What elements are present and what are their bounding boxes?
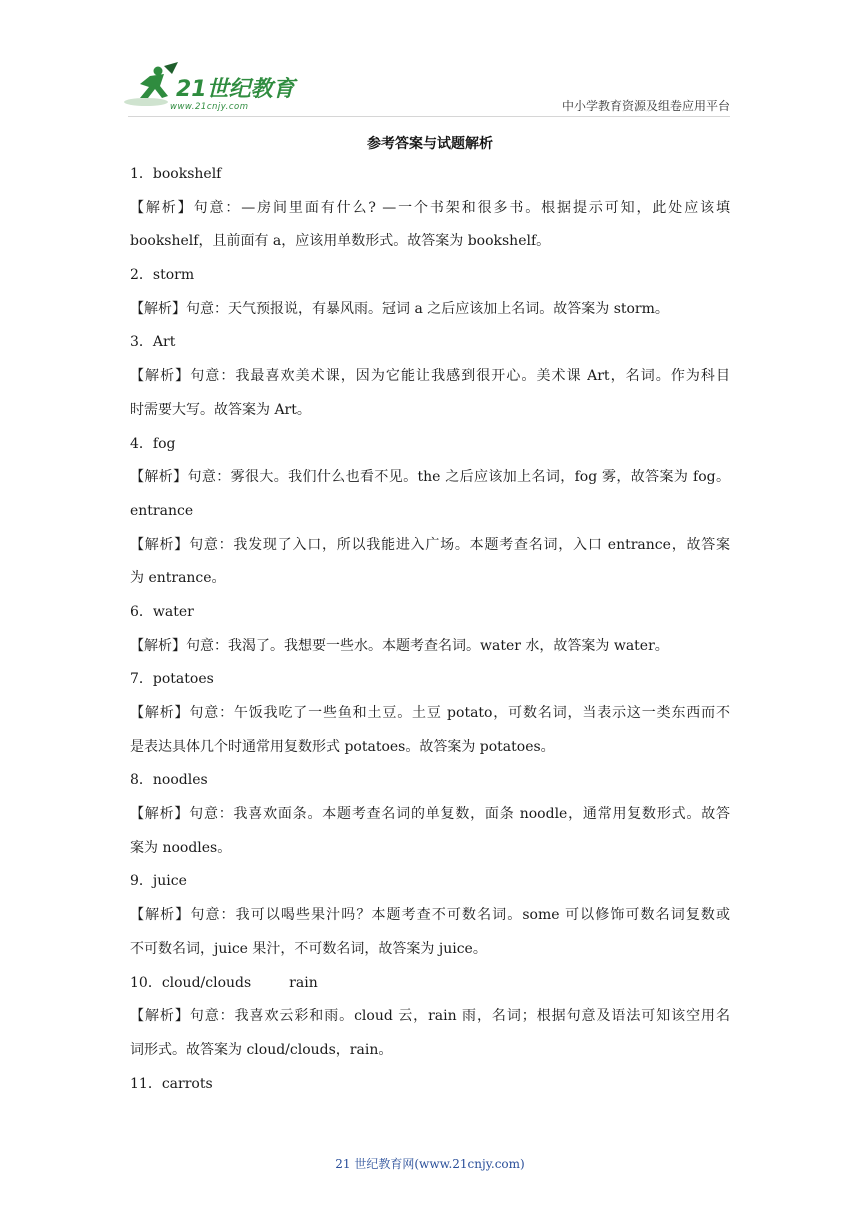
explanation-10-line-1: 【解析】句意：我喜欢云彩和雨。cloud 云，rain 雨，名词；根据句意及语法可知该空用名 — [130, 1008, 730, 1025]
page-footer: 21 世纪教育网(www.21cnjy.com) — [335, 1157, 525, 1171]
answer-2: 2．storm — [130, 267, 195, 284]
explanation-7-line-1: 【解析】句意：午饭我吃了一些鱼和土豆。土豆 potato，可数名词，当表示这一类东西而不 — [130, 705, 730, 721]
logo — [120, 62, 300, 122]
explanation-3-line-2: 时需要大写。故答案为 Art。 — [130, 401, 311, 418]
answer-4: 4．fog — [130, 435, 176, 452]
answer-10-blank-1: 10．cloud/clouds — [130, 974, 252, 991]
explanation-7-line-2: 是表达具体几个时通常用复数形式 potatoes。故答案为 potatoes。 — [130, 738, 555, 755]
answer-7: 7．potatoes — [130, 671, 214, 688]
explanation-1-line-1: 【解析】句意：—房间里面有什么? —一个书架和很多书。根据提示可知，此处应该填 — [130, 199, 730, 216]
answer-8: 8．noodles — [130, 772, 208, 789]
platform-name: 中小学教育资源及组卷应用平台 — [561, 99, 730, 113]
answer-10-blank-2: rain — [289, 974, 318, 991]
logo-url: www.21cnjy.com — [170, 102, 249, 112]
explanation-5-line-2: 为 entrance。 — [130, 570, 226, 587]
answer-11: 11．carrots — [130, 1075, 213, 1092]
explanation-4: 【解析】句意：雾很大。我们什么也看不见。the 之后应该加上名词，fog 雾，故答案为 fog。 — [130, 469, 730, 486]
page-title: 参考答案与试题解析 — [367, 136, 493, 152]
answer-3: 3．Art — [130, 334, 176, 351]
header-divider — [128, 116, 730, 117]
answer-9: 9．juice — [130, 873, 187, 890]
logo-text: 21世纪教育 — [176, 77, 295, 102]
explanation-10-line-2: 词形式。故答案为 cloud/clouds，rain。 — [130, 1041, 393, 1058]
explanation-1-line-2: bookshelf，且前面有 a，应该用单数形式。故答案为 bookshelf。 — [130, 233, 551, 250]
page-header — [0, 0, 860, 120]
explanation-2: 【解析】句意：天气预报说，有暴风雨。冠词 a 之后应该加上名词。故答案为 storm。 — [130, 300, 669, 317]
explanation-9-line-1: 【解析】句意：我可以喝些果汁吗？本题考查不可数名词。some 可以修饰可数名词复数或 — [130, 907, 730, 924]
answer-list — [130, 158, 730, 1101]
answer-6: 6．water — [130, 603, 194, 620]
explanation-9-line-2: 不可数名词，juice 果汁，不可数名词，故答案为 juice。 — [130, 940, 487, 957]
explanation-5-line-1: 【解析】句意：我发现了入口，所以我能进入广场。本题考查名词，入口 entrance，故答案 — [130, 536, 730, 553]
explanation-8-line-2: 案为 noodles。 — [130, 839, 232, 856]
explanation-3-line-1: 【解析】句意：我最喜欢美术课，因为它能让我感到很开心。美术课 Art，名词。作为科目 — [130, 368, 730, 385]
answer-10 — [130, 967, 730, 1001]
explanation-6: 【解析】句意：我渴了。我想要一些水。本题考查名词。water 水，故答案为 water。 — [130, 637, 669, 654]
answer-5: entrance — [130, 502, 194, 519]
answer-1: 1．bookshelf — [130, 166, 222, 182]
explanation-8-line-1: 【解析】句意：我喜欢面条。本题考查名词的单复数，面条 noodle，通常用复数形式。故答 — [130, 806, 730, 823]
